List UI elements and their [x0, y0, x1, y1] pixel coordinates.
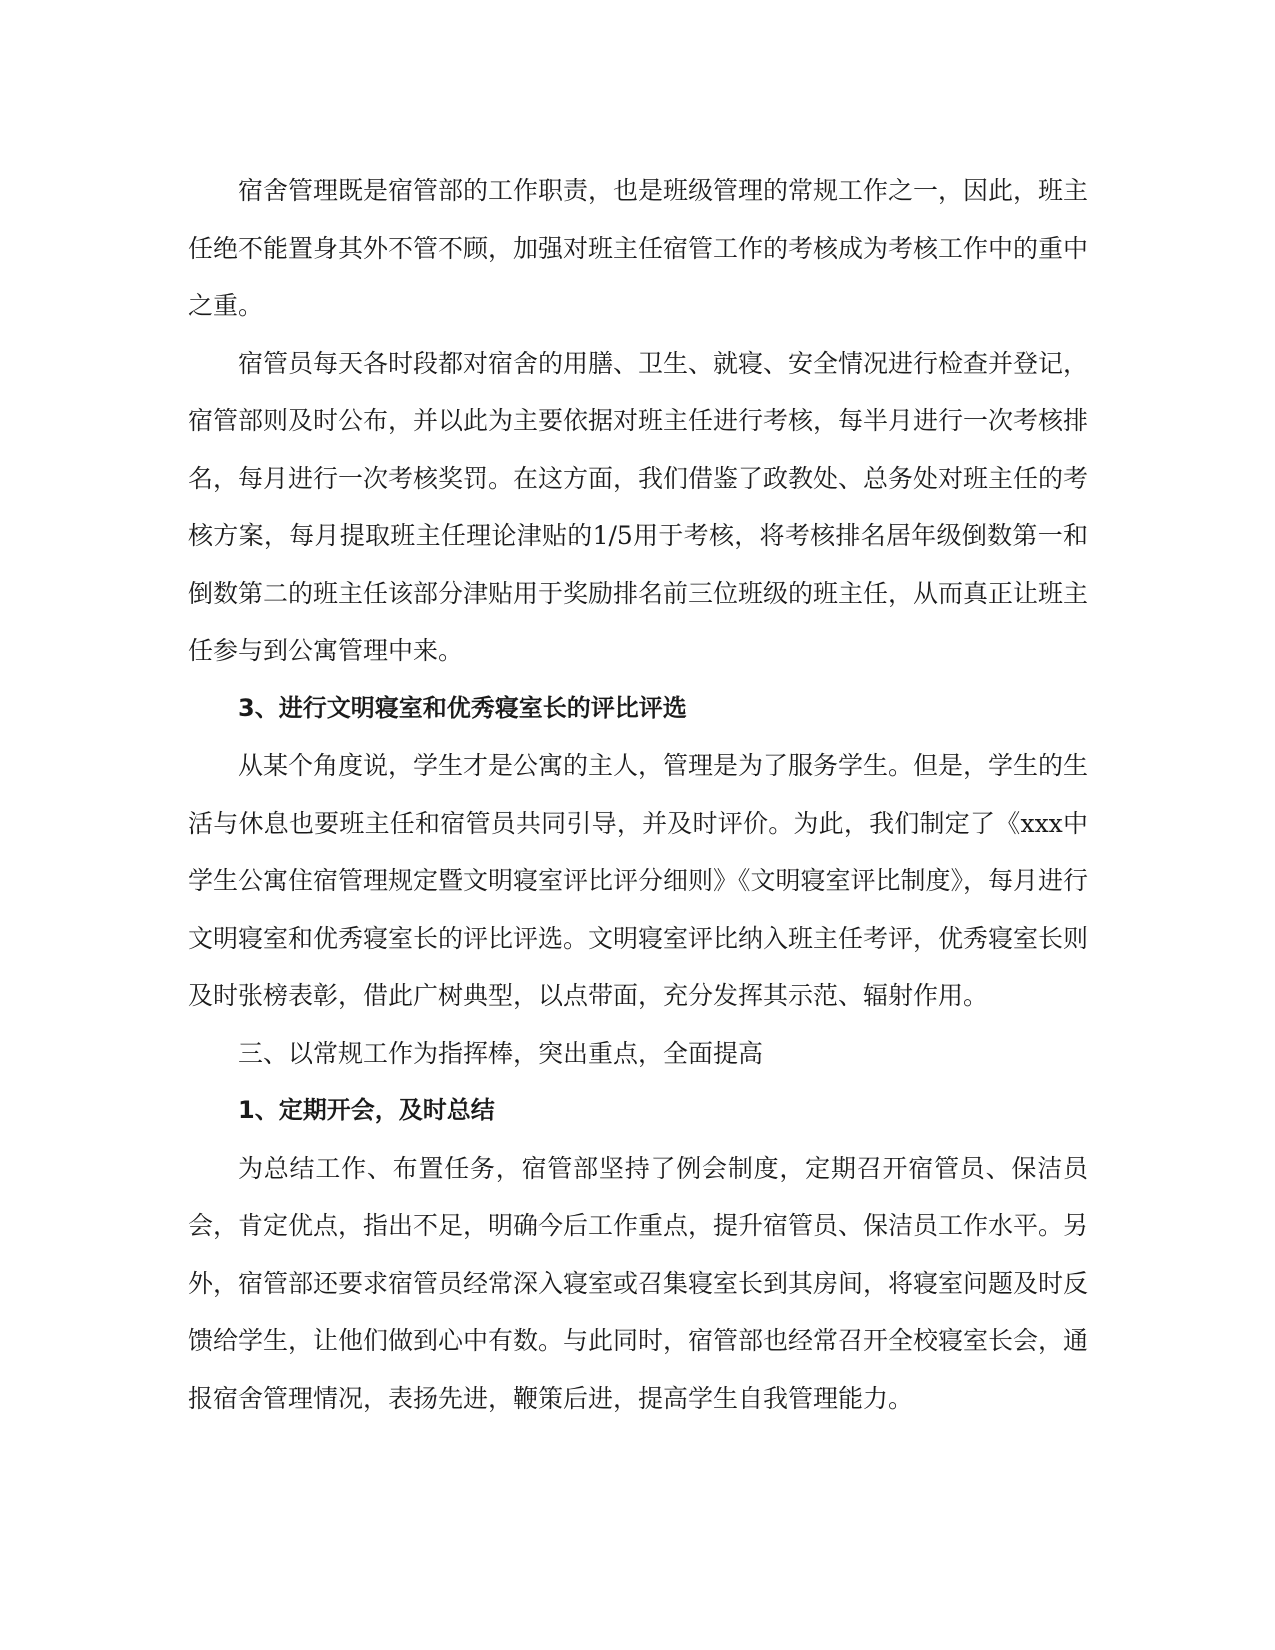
- heading-regular-meetings: 1、定期开会，及时总结: [238, 1096, 495, 1124]
- document-body: [188, 162, 1088, 1427]
- paragraph-dorm-management-duty: 宿舍管理既是宿管部的工作职责，也是班级管理的常规工作之一，因此，班主任绝不能置身其外不管不顾，加强对班主任宿管工作的考核成为考核工作中的重中之重。: [188, 176, 1089, 320]
- paragraph-daily-inspection: 宿管员每天各时段都对宿舍的用膳、卫生、就寝、安全情况进行检查并登记，宿管部则及时公布，并以此为主要依据对班主任进行考核，每半月进行一次考核排名，每月进行一次考核奖罚。在这方面，我们借鉴了政教处、总务处对班主任的考核方案，每月提取班主任理论津贴的1/5用于考核，将考核排名居年级倒数第一和倒数第二的班主任该部分津贴用于奖励排名前三位班级的班主任，从而真正让班主任参与到公寓管理中来。: [188, 348, 1089, 665]
- heading-civilized-dorm-selection: 3、进行文明寝室和优秀寝室长的评比评选: [238, 693, 687, 722]
- paragraph-students-as-owners: 从某个角度说，学生才是公寓的主人，管理是为了服务学生。但是，学生的生活与休息也要班主任和宿管员共同引导，并及时评价。为此，我们制定了《xxx中学生公寓住宿管理规定暨文明寝室评比评分细则》《文明寝室评比制度》，每月进行文明寝室和优秀寝室长的评比评选。文明寝室评比纳入班主任考评，优秀寝室长则及时张榜表彰，借此广树典型，以点带面，充分发挥其示范、辐射作用。: [188, 751, 1089, 1010]
- paragraph-meeting-system: 为总结工作、布置任务，宿管部坚持了例会制度，定期召开宿管员、保洁员会，肯定优点，指出不足，明确今后工作重点，提升宿管员、保洁员工作水平。另外，宿管部还要求宿管员经常深入寝室或召集寝室长到其房间，将寝室问题及时反馈给学生，让他们做到心中有数。与此同时，宿管部也经常召开全校寝室长会，通报宿舍管理情况，表扬先进，鞭策后进，提高学生自我管理能力。: [188, 1153, 1089, 1413]
- section-heading-routine-work: 三、以常规工作为指挥棒，突出重点，全面提高: [238, 1038, 764, 1068]
